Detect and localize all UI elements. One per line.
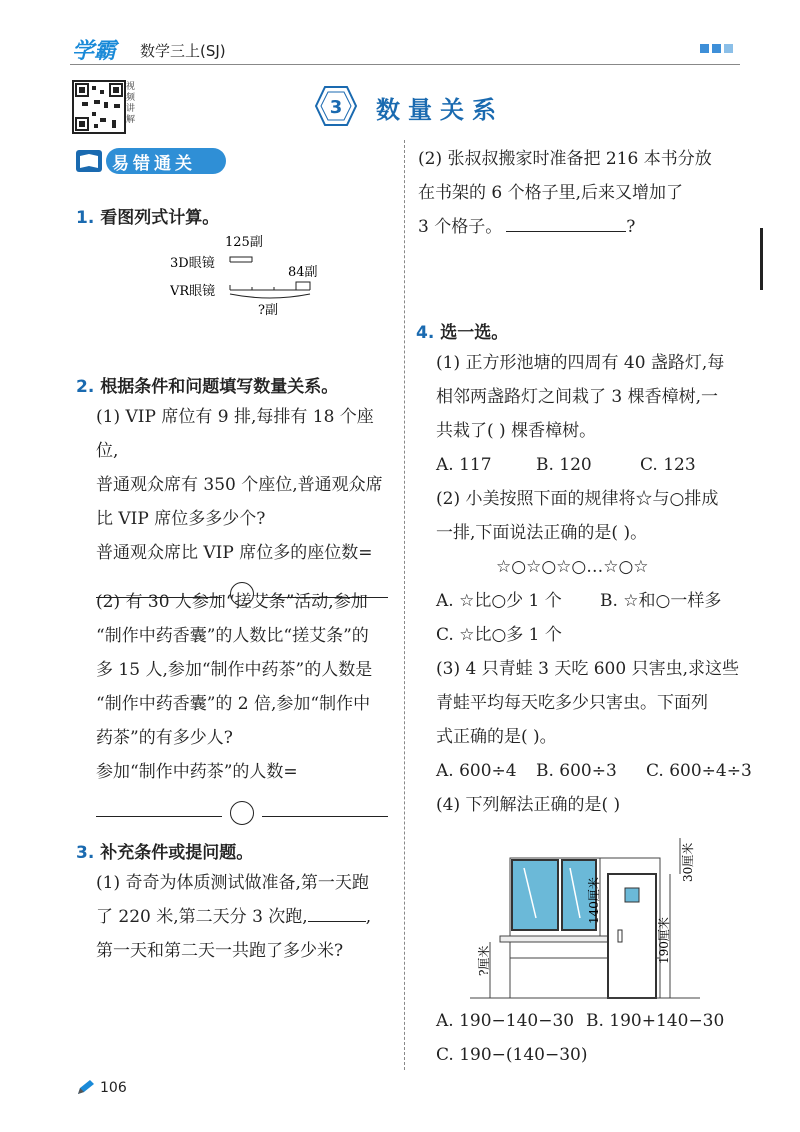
- brand-logo: 学霸: [72, 39, 117, 64]
- q2-part1: [96, 400, 396, 610]
- q1-number: 1.: [76, 208, 95, 228]
- choice-option[interactable]: C. ☆比○多 1 个: [436, 625, 562, 645]
- q2-part2: [96, 585, 396, 829]
- q2-heading: [76, 372, 338, 397]
- q3-p1-line: (1) 奇奇为体质测试做准备,第一天跑: [96, 873, 369, 893]
- q1-label-q: ?副: [258, 303, 278, 318]
- q1-label-vr: VR眼镜: [170, 284, 216, 299]
- q3-part1: [96, 866, 396, 968]
- q3-p1-line: 了 220 米,第二天分 3 次跑,: [96, 907, 308, 927]
- q3-p1-comma: ,: [365, 907, 372, 927]
- q4-p3-line: 青蛙平均每天吃多少只害虫。下面列: [436, 693, 708, 713]
- qr-code-icon[interactable]: [72, 80, 126, 134]
- header-rule: [70, 64, 740, 65]
- dim-label: 140厘米: [587, 877, 601, 924]
- q4-p1-line: (1) 正方形池塘的四周有 40 盏路灯,每: [436, 353, 725, 373]
- q1-diagram: [170, 232, 350, 322]
- q3-heading: [76, 838, 253, 863]
- q4-part4-options: [436, 1004, 756, 1072]
- q1-label-3d: 3D眼镜: [170, 256, 215, 271]
- q3-p2-line: 3 个格子。: [418, 217, 503, 237]
- q3-p1-line: 第一天和第二天一共跑了多少米?: [96, 941, 344, 961]
- operator-circle[interactable]: [230, 801, 254, 825]
- q3-p2-qmark: ?: [626, 217, 636, 237]
- choice-option[interactable]: C. 600÷4÷3: [646, 761, 752, 781]
- choice-option[interactable]: A. 117: [436, 455, 492, 475]
- q2-p2-line: “制作中药香囊”的 2 倍,参加“制作中: [96, 694, 371, 714]
- q2-p1-line: 普通观众席有 350 个座位,普通观众席: [96, 475, 383, 495]
- q2-p2-line: 药茶”的有多少人?: [96, 728, 233, 748]
- q4-heading: [416, 318, 508, 343]
- q3-number: 3.: [76, 843, 95, 863]
- q4-p3-line: (3) 4 只青蛙 3 天吃 600 只害虫,求这些: [436, 659, 739, 679]
- qr-label: 视频讲解: [126, 82, 136, 125]
- q4-p2-line: 一排,下面说法正确的是( )。: [436, 523, 648, 543]
- q4-part1: [436, 346, 756, 822]
- q2-p1-line: (1) VIP 席位有 9 排,每排有 18 个座位,: [96, 407, 374, 461]
- book-subtitle: 数学三上(SJ): [140, 42, 226, 60]
- choice-option[interactable]: A. 600÷4: [436, 761, 517, 781]
- q3-p2-line: (2) 张叔叔搬家时准备把 216 本书分放: [418, 149, 712, 169]
- q2-p1-line: 比 VIP 席位多多少个?: [96, 509, 266, 529]
- q2-p1-line: 普通观众席比 VIP 席位多的座位数=: [96, 543, 373, 563]
- q4-p1-line: 共栽了( ) 棵香樟树。: [436, 421, 597, 441]
- q4-p2-line: (2) 小美按照下面的规律将☆与○排成: [436, 489, 719, 509]
- header-square-icon: [712, 44, 721, 53]
- pattern-sequence: ☆○☆○☆○…☆○☆: [496, 557, 649, 577]
- q1-heading: [76, 203, 219, 228]
- q3-part2: [418, 142, 748, 244]
- q2-p2-line: 参加“制作中药茶”的人数=: [96, 762, 298, 782]
- wall-figure: [470, 838, 700, 1003]
- pencil-icon: [76, 1078, 96, 1096]
- q2-p2-line: “制作中药香囊”的人数比“搓艾条”的: [96, 626, 369, 646]
- q4-p1-line: 相邻两盏路灯之间栽了 3 棵香樟树,一: [436, 387, 719, 407]
- answer-blank[interactable]: [308, 921, 366, 922]
- column-divider: [404, 140, 405, 1070]
- choice-option[interactable]: B. 600÷3: [536, 761, 617, 781]
- dim-label: 30厘米: [681, 842, 695, 882]
- q2-number: 2.: [76, 377, 95, 397]
- choice-option[interactable]: B. 120: [536, 455, 592, 475]
- answer-blank[interactable]: [506, 231, 626, 232]
- page-number: 106: [100, 1080, 127, 1096]
- q2-title: 根据条件和问题填写数量关系。: [100, 377, 339, 397]
- choice-option[interactable]: C. 123: [640, 455, 696, 475]
- choice-option[interactable]: A. 190−140−30: [436, 1011, 575, 1031]
- q4-title: 选一选。: [440, 323, 509, 343]
- unit-number-badge: [314, 84, 358, 128]
- choice-option[interactable]: B. ☆和○一样多: [600, 591, 722, 611]
- dim-label: ?厘米: [477, 945, 491, 976]
- answer-blank[interactable]: [96, 816, 222, 817]
- q1-title: 看图列式计算。: [100, 208, 220, 228]
- unit-number: 3: [329, 97, 343, 118]
- header-square-icon: [700, 44, 709, 53]
- q3-p2-line: 在书架的 6 个格子里,后来又增加了: [418, 183, 684, 203]
- margin-bar: [760, 228, 763, 290]
- unit-title: 数量关系: [376, 96, 504, 124]
- q2-p2-line: 多 15 人,参加“制作中药茶”的人数是: [96, 660, 373, 680]
- header-square-icon: [724, 44, 733, 53]
- choice-option[interactable]: B. 190+140−30: [586, 1011, 725, 1031]
- choice-option[interactable]: C. 190−(140−30): [436, 1045, 588, 1065]
- q3-title: 补充条件或提问题。: [100, 843, 254, 863]
- q4-p3-line: 式正确的是( )。: [436, 727, 557, 747]
- q2-p2-line: (2) 有 30 人参加“搓艾条”活动,参加: [96, 592, 368, 612]
- dim-label: 190厘米: [657, 917, 671, 964]
- answer-blank[interactable]: [262, 816, 388, 817]
- section-banner-label: 易错通关: [112, 154, 196, 174]
- q1-label-84: 84副: [288, 265, 318, 280]
- q4-p4-line: (4) 下列解法正确的是( ): [436, 795, 621, 815]
- q4-number: 4.: [416, 323, 435, 343]
- choice-option[interactable]: A. ☆比○少 1 个: [436, 591, 562, 611]
- q1-label-125: 125副: [225, 235, 263, 250]
